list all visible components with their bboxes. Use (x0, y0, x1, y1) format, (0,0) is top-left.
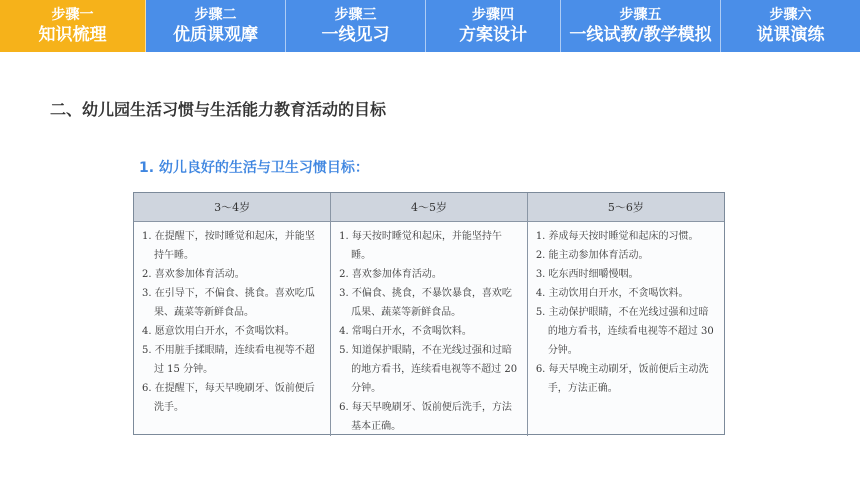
list-item: 5. 不用脏手揉眼睛，连续看电视等不超过 15 分钟。 (142, 344, 315, 375)
tab-step-6[interactable] (721, 0, 860, 52)
goals-table (133, 192, 725, 435)
list-item: 1. 每天按时睡觉和起床，并能坚持午睡。 (339, 230, 502, 261)
column-header-4-5: 4～5岁 (331, 193, 528, 221)
list-item: 6. 每天早晚主动刷牙，饭前便后主动洗手，方法正确。 (535, 363, 709, 394)
tab-step-5[interactable] (561, 0, 721, 52)
list-item: 1. 在提醒下，按时睡觉和起床，并能坚持午睡。 (142, 230, 315, 261)
column-header-3-4: 3～4岁 (134, 193, 331, 221)
step-tab-bar (0, 0, 860, 52)
tab-title: 优质课观摩 (173, 25, 258, 45)
sub-title: 1. 幼儿良好的生活与卫生习惯目标： (139, 160, 369, 176)
tab-step-label: 步骤五 (619, 7, 662, 23)
list-item: 6. 每天早晚刷牙、饭前便后洗手，方法基本正确。 (339, 401, 512, 432)
tab-step-label: 步骤三 (334, 7, 377, 23)
list-item: 2. 喜欢参加体育活动。 (142, 268, 245, 280)
tab-step-label: 步骤一 (51, 7, 94, 23)
list-item: 3. 吃东西时细嚼慢咽。 (535, 268, 639, 280)
list-item: 4. 愿意饮用白开水，不贪喝饮料。 (142, 325, 295, 337)
list-item: 6. 在提醒下，每天早晚刷牙、饭前便后洗手。 (142, 382, 315, 413)
goals-cell-3-4 (134, 221, 331, 436)
tab-step-4[interactable] (426, 0, 561, 52)
section-title: 二、幼儿园生活习惯与生活能力教育活动的目标 (50, 100, 387, 119)
tab-step-label: 步骤四 (472, 7, 514, 23)
tab-step-1[interactable] (0, 0, 146, 52)
column-header-5-6: 5～6岁 (527, 193, 724, 221)
tab-step-2[interactable] (146, 0, 286, 52)
list-item: 4. 常喝白开水，不贪喝饮料。 (339, 325, 472, 337)
list-item: 2. 能主动参加体育活动。 (535, 249, 649, 261)
tab-step-label: 步骤二 (194, 7, 237, 23)
list-item: 1. 养成每天按时睡觉和起床的习惯。 (535, 230, 699, 242)
tab-step-3[interactable] (286, 0, 426, 52)
list-item: 4. 主动饮用白开水，不贪喝饮料。 (535, 287, 689, 299)
tab-title: 一线见习 (321, 25, 390, 45)
tab-title: 知识梳理 (38, 25, 107, 45)
tab-title: 方案设计 (459, 25, 527, 45)
list-item: 5. 主动保护眼睛，不在光线过强和过暗的地方看书，连续看电视等不超过 30 分钟。 (535, 306, 714, 356)
list-item: 3. 不偏食、挑食，不暴饮暴食，喜欢吃瓜果、蔬菜等新鲜食品。 (339, 287, 512, 318)
table-row (134, 221, 724, 436)
list-item: 2. 喜欢参加体育活动。 (339, 268, 442, 280)
table-header-row (134, 193, 724, 221)
tab-step-label: 步骤六 (769, 7, 812, 23)
tab-title: 一线试教/教学模拟 (569, 25, 712, 45)
list-item: 5. 知道保护眼睛，不在光线过强和过暗的地方看书，连续看电视等不超过 20 分钟。 (339, 344, 518, 394)
list-item: 3. 在引导下，不偏食、挑食。喜欢吃瓜果、蔬菜等新鲜食品。 (142, 287, 315, 318)
goals-cell-4-5 (331, 221, 528, 436)
goals-cell-5-6 (527, 221, 724, 436)
tab-title: 说课演练 (756, 25, 825, 45)
